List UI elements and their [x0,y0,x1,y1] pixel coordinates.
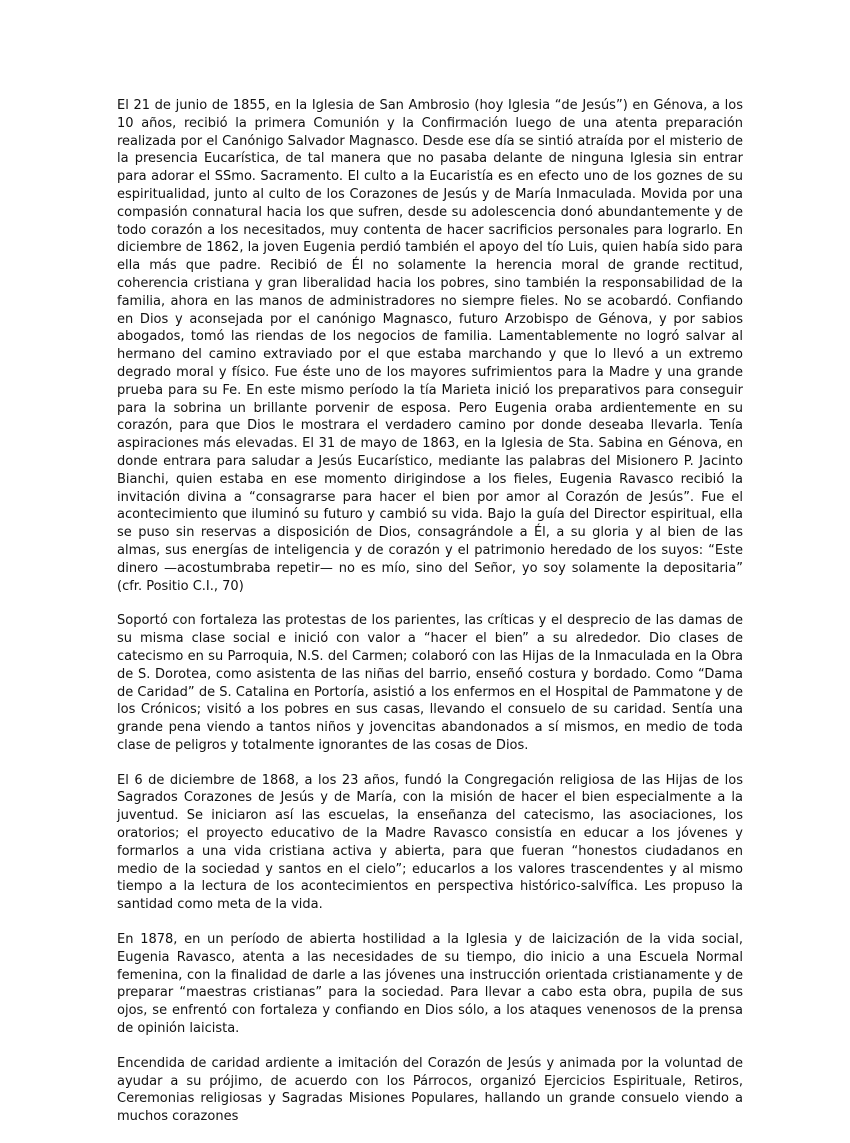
paragraph-charity-works: Soportó con fortaleza las protestas de los parientes, las críticas y el desprecio de las damas de su misma clase social e inició con valor a “hacer el bien” a su alrededor. Dio clases de catecismo en su Parroquia, N.S. del Carmen; colaboró con las Hijas de la Inmaculada en la Obra de S. Dorotea, como asistenta de las niñas del barrio, enseñó costura y bordado. Como “Dama de Caridad” de S. Catalina en Portoría, asistió a los enfermos en el Hospital de Pammatone y de los Crónicos; visitó a los pobres en sus casas, llevando el consuelo de su caridad. Sentía una grande pena viendo a tantos niños y jovencitas abandonados a sí mismos, en medio de toda clase de peligros y totalmente ignorantes de las cosas de Dios. [117,613,743,753]
paragraph-first-communion: El 21 de junio de 1855, en la Iglesia de San Ambrosio (hoy Iglesia “de Jesús”) en Génova, a los 10 años, recibió la primera Comunión y la Confirmación luego de una atenta preparación realizada por el Canónigo Salvador Magnasco. Desde ese día se sintió atraída por el misterio de la presencia Eucarística, de tal manera que no pasaba delante de ninguna Iglesia sin entrar para adorar el SSmo. Sacramento. El culto a la Eucaristía es en efecto uno de los goznes de su espiritualidad, junto al culto de los Corazones de Jesús y de María Inmaculada. Movida por una compasión connatural hacia los que sufren, desde su adolescencia donó abundantemente y de todo corazón a los necesitados, muy contenta de hacer sacrificios personales para lograrlo. En diciembre de 1862, la joven Eugenia perdió también el apoyo del tío Luis, quien había sido para ella más que padre. Recibió de Él no solamente la herencia moral de grande rectitud, coherencia cristiana y gran liberalidad hacia los pobres, sino también la responsabilidad de la familia, ahora en las manos de administradores no siempre fieles. No se acobardó. Confiando en Dios y aconsejada por el canónigo Magnasco, futuro Arzobispo de Génova, y por sabios abogados, tomó las riendas de los negocios de familia. Lamentablemente no logró salvar al hermano del camino extraviado por el que estaba marchando y que lo llevó a un extremo degrado moral y físico. Fue éste uno de los mayores sufrimientos para la Madre y una grande prueba para su Fe. En este mismo período la tía Marieta inició los preparativos para conseguir para la sobrina un brillante porvenir de esposa. Pero Eugenia oraba ardientemente en su corazón, para que Dios le mostrara el verdadero camino por donde deseaba llevarla. Tenía aspiraciones más elevadas. El 31 de mayo de 1863, en la Iglesia de Sta. Sabina en Génova, en donde entrara para saludar a Jesús Eucarístico, mediante las palabras del Misionero P. Jacinto Bianchi, quien estaba en ese momento dirigindose a los fieles, Eugenia Ravasco recibió la invitación divina a “consagrarse para hacer el bien por amor al Corazón de Jesús”. Fue el acontecimiento que iluminó su futuro y cambió su vida. Bajo la guía del Director espiritual, ella se puso sin reservas a disposición de Dios, consagrándole a Él, a su gloria y al bien de las almas, sus energías de inteligencia y de corazón y el patrimonio heredado de los suyos: “Este dinero —acostumbraba repetir— no es mío, sino del Señor, yo soy solamente la depositaria” (cfr. Positio C.I., 70) [117,98,743,594]
paragraph-missions: Encendida de caridad ardiente a imitación del Corazón de Jesús y animada por la voluntad de ayudar a su prójimo, de acuerdo con los Párrocos, organizó Ejercicios Espirituale, Retiros, Ceremonias religiosas y Sagradas Misiones Populares, hallando un grande consuelo viendo a muchos corazones [117,1055,743,1125]
paragraph-normal-school: En 1878, en un período de abierta hostilidad a la Iglesia y de laicización de la vida social, Eugenia Ravasco, atenta a las necesidades de su tiempo, dio inicio a una Escuela Normal femenina, con la finalidad de darle a las jóvenes una instrucción orientada cristianamente y de preparar “maestras cristianas” para la sociedad. Para llevar a cabo esta obra, pupila de sus ojos, se enfrentó con fortaleza y confiando en Dios sólo, a los ataques venenosos de la prensa de opinión laicista. [117,932,743,1037]
document-page [117,97,743,1143]
paragraph-congregation-founding: El 6 de diciembre de 1868, a los 23 años, fundó la Congregación religiosa de las Hijas de los Sagrados Corazones de Jesús y de María, con la misión de hacer el bien especialmente a la juventud. Se iniciaron así las escuelas, la enseñanza del catecismo, las asociaciones, los oratorios; el proyecto educativo de la Madre Ravasco consistía en educar a los jóvenes y formarlos a una vida cristiana activa y abierta, para que fueran “honestos ciudadanos en medio de la sociedad y santos en el cielo”; educarlos a los valores trascendentes y al mismo tiempo a la lectura de los acontecimientos en perspectiva histórico-salvífica. Les propuso la santidad como meta de la vida. [117,772,743,913]
